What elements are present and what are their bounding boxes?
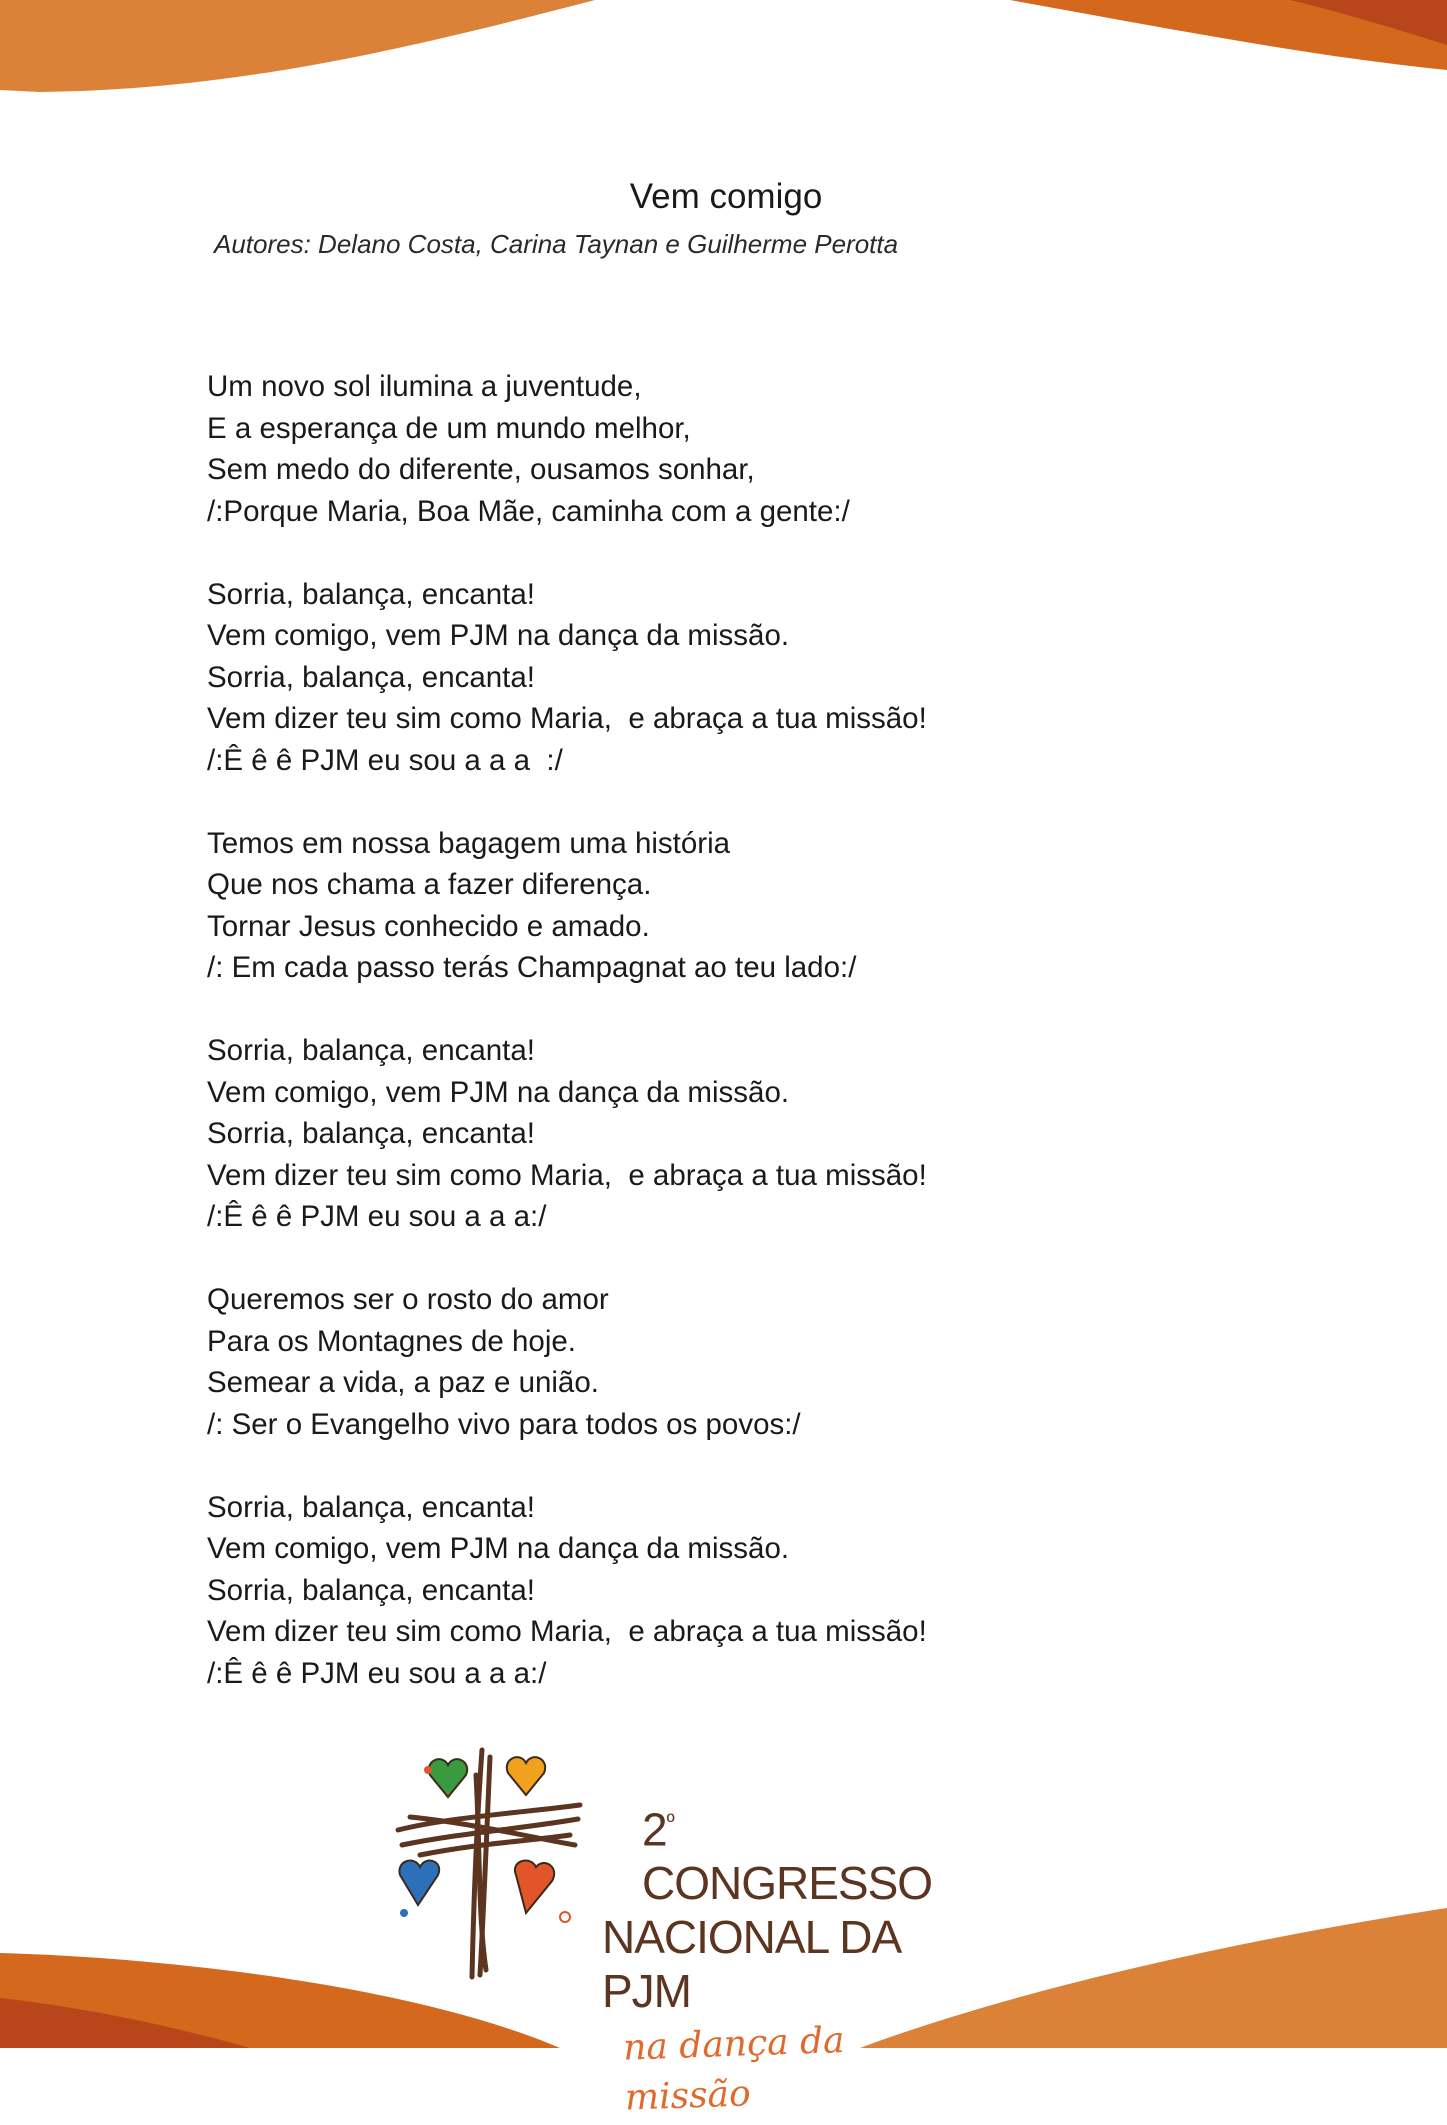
lyrics-body xyxy=(207,366,1307,1736)
cross-hearts-logo-icon xyxy=(390,1745,590,1985)
lyric-line: /:Ê ê ê PJM eu sou a a a :/ xyxy=(207,743,563,777)
lyric-line: E a esperança de um mundo melhor, xyxy=(207,411,691,445)
lyric-line: /: Em cada passo terás Champagnat ao teu lado:/ xyxy=(207,951,857,984)
stanza-chorus-1 xyxy=(207,574,1307,782)
lyric-line: Semear a vida, a paz e união. xyxy=(207,1366,599,1399)
lyric-line: /: Ser o Evangelho vivo para todos os povos:/ xyxy=(207,1407,801,1441)
stanza-chorus-3 xyxy=(207,1487,1307,1695)
logo-wordmark xyxy=(602,1795,972,2118)
lyric-line: Vem dizer teu sim como Maria, e abraça a tua missão! xyxy=(207,1158,927,1192)
song-authors: Autores: Delano Costa, Carina Taynan e Guilherme Perotta xyxy=(214,229,899,259)
lyric-line: Sem medo do diferente, ousamos sonhar, xyxy=(207,453,755,486)
lyric-line: /:Ê ê ê PJM eu sou a a a:/ xyxy=(207,1200,547,1233)
lyric-line: /:Ê ê ê PJM eu sou a a a:/ xyxy=(207,1656,547,1690)
lyric-line: Sorria, balança, encanta! xyxy=(207,577,535,611)
song-title: Vem comigo xyxy=(629,177,823,216)
lyric-line: Vem comigo, vem PJM na dança da missão. xyxy=(207,619,790,652)
stanza-verse-2 xyxy=(207,823,1307,989)
lyric-line: Vem comigo, vem PJM na dança da missão. xyxy=(207,1532,790,1565)
top-wave-decoration xyxy=(0,0,1447,110)
lyric-line: Sorria, balança, encanta! xyxy=(207,1034,535,1067)
logo-tagline: na dança da missão xyxy=(622,2020,846,2119)
lyric-line: Tornar Jesus conhecido e amado. xyxy=(207,909,650,943)
logo-nacional-line: NACIONAL DA PJM xyxy=(602,1911,899,2018)
lyric-line: Temos em nossa bagagem uma história xyxy=(207,826,731,860)
lyric-line: Sorria, balança, encanta! xyxy=(207,1573,535,1607)
lyric-line: Vem dizer teu sim como Maria, e abraça a tua missão! xyxy=(207,702,927,735)
stanza-chorus-2 xyxy=(207,1030,1307,1238)
stanza-verse-1 xyxy=(207,366,1307,532)
stanza-verse-3 xyxy=(207,1279,1307,1445)
logo-congress-line: $2^º$ CONGRESSO xyxy=(642,1803,933,1910)
lyric-line: Queremos ser o rosto do amor xyxy=(207,1283,609,1316)
congress-logo xyxy=(390,1745,970,2119)
lyric-line: Que nos chama a fazer diferença. xyxy=(207,868,652,901)
lyric-line: Vem dizer teu sim como Maria, e abraça a tua missão! xyxy=(207,1615,927,1648)
lyric-line: /:Porque Maria, Boa Mãe, caminha com a gente:/ xyxy=(207,494,850,528)
lyric-line: Sorria, balança, encanta! xyxy=(207,1117,535,1150)
lyric-line: Sorria, balança, encanta! xyxy=(207,660,535,694)
lyric-line: Sorria, balança, encanta! xyxy=(207,1490,535,1524)
lyric-line: Para os Montagnes de hoje. xyxy=(207,1324,576,1358)
lyric-line: Vem comigo, vem PJM na dança da missão. xyxy=(207,1075,790,1109)
lyric-line: Um novo sol ilumina a juventude, xyxy=(207,370,642,403)
